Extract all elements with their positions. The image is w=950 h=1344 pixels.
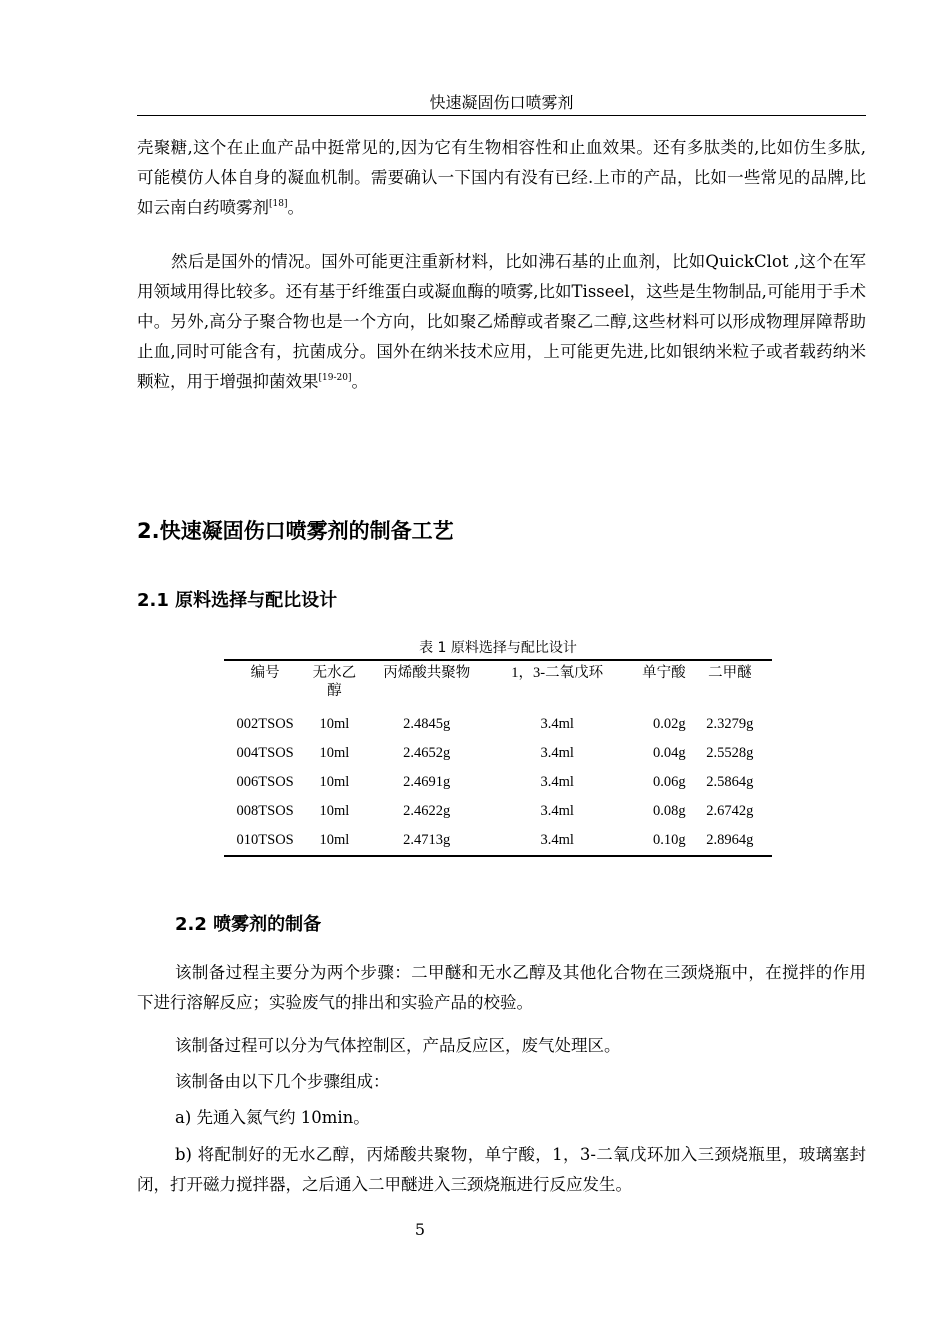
cell-acrylic-copolymer: 2.4691g <box>403 774 451 790</box>
cell-tannic-acid: 0.06g <box>653 774 686 790</box>
cell-dimethyl-ether: 2.3279g <box>706 716 754 732</box>
header-acrylic-copolymer: 丙烯酸共聚物 <box>383 665 471 681</box>
table-row <box>224 739 772 768</box>
cell-dioxolane: 3.4ml <box>540 832 574 848</box>
header-dimethyl-ether: 二甲醚 <box>708 665 752 681</box>
cell-id: 004TSOS <box>236 745 294 761</box>
cell-dimethyl-ether: 2.6742g <box>706 803 754 819</box>
paragraph-domestic-end: 。 <box>287 198 304 217</box>
header-id: 编号 <box>250 665 280 681</box>
cell-dimethyl-ether: 2.8964g <box>706 832 754 848</box>
paragraph-foreign-text: 然后是国外的情况。国外可能更注重新材料，比如沸石基的止血剂，比如QuickClot ,这个在军用领域用得比较多。还有基于纤维蛋白或凝血酶的喷雾,比如Tisseel，这些是生物制品,可能用于手术中。另外,高分子聚合物也是一个方向，比如聚乙烯醇或者聚乙二醇,这些材料可以形成物理屏障帮助止血,同时可能含有，抗菌成分。国外在纳米技术应用，上可能更先进,比如银纳米粒子或者载药纳米颗粒，用于增强抑菌效果 <box>137 252 866 391</box>
cell-dioxolane: 3.4ml <box>540 774 574 790</box>
table-row <box>224 826 772 856</box>
cell-id: 008TSOS <box>236 803 294 819</box>
cell-id: 006TSOS <box>236 774 294 790</box>
cell-acrylic-copolymer: 2.4845g <box>403 716 451 732</box>
cell-dioxolane: 3.4ml <box>540 716 574 732</box>
paragraph-prep-zones: 该制备过程可以分为气体控制区，产品反应区，废气处理区。 <box>175 1036 621 1055</box>
formulation-table <box>224 659 772 857</box>
paragraph-prep-steps-intro: 该制备由以下几个步骤组成： <box>175 1072 390 1091</box>
cell-dimethyl-ether: 2.5528g <box>706 745 754 761</box>
cell-tannic-acid: 0.04g <box>653 745 686 761</box>
table-caption: 表 1 原料选择与配比设计 <box>419 640 577 656</box>
section-2-2-heading: 2.2 喷雾剂的制备 <box>175 914 322 935</box>
section-2-heading: 2.快速凝固伤口喷雾剂的制备工艺 <box>137 519 454 543</box>
cell-id: 002TSOS <box>236 716 294 732</box>
cell-acrylic-copolymer: 2.4652g <box>403 745 451 761</box>
table-row <box>224 797 772 826</box>
cell-tannic-acid: 0.08g <box>653 803 686 819</box>
citation-19-20: [19-20] <box>318 373 352 383</box>
cell-dioxolane: 3.4ml <box>540 803 574 819</box>
paragraph-step-b: b) 将配制好的无水乙醇，丙烯酸共聚物，单宁酸，1，3-二氧戊环加入三颈烧瓶里，玻璃塞封闭，打开磁力搅拌器，之后通入二甲醚进入三颈烧瓶进行反应发生。 <box>137 1145 866 1194</box>
cell-id: 010TSOS <box>236 832 294 848</box>
table-header-row <box>224 660 772 710</box>
paragraph-step-a: a) 先通入氮气约 10min。 <box>175 1108 370 1127</box>
cell-dimethyl-ether: 2.5864g <box>706 774 754 790</box>
cell-ethanol: 10ml <box>319 774 350 790</box>
header-ethanol: 无水乙醇 <box>312 665 357 699</box>
paragraph-foreign-end: 。 <box>351 372 368 391</box>
cell-acrylic-copolymer: 2.4713g <box>403 832 451 848</box>
cell-ethanol: 10ml <box>319 745 350 761</box>
cell-ethanol: 10ml <box>319 832 350 848</box>
paragraph-prep-overview: 该制备过程主要分为两个步骤：二甲醚和无水乙醇及其他化合物在三颈烧瓶中，在搅拌的作用下进行溶解反应；实验废气的排出和实验产品的校验。 <box>137 963 866 1012</box>
citation-18: [18] <box>269 199 288 209</box>
page-number: 5 <box>414 1220 426 1239</box>
header-tannic-acid: 单宁酸 <box>642 665 686 681</box>
cell-tannic-acid: 0.02g <box>653 716 686 732</box>
cell-tannic-acid: 0.10g <box>653 832 686 848</box>
cell-acrylic-copolymer: 2.4622g <box>403 803 451 819</box>
paragraph-foreign <box>137 247 866 397</box>
header-dioxolane: 1，3-二氧戊环 <box>511 665 604 681</box>
cell-ethanol: 10ml <box>319 803 350 819</box>
paragraph-domestic-text: 壳聚糖,这个在止血产品中挺常见的,因为它有生物相容性和止血效果。还有多肽类的,比如仿生多肽,可能模仿人体自身的凝血机制。需要确认一下国内有没有已经.上市的产品，比如一些常见的品牌,比如云南白药喷雾剂 <box>137 138 866 217</box>
cell-dioxolane: 3.4ml <box>540 745 574 761</box>
page-header: 快速凝固伤口喷雾剂 <box>429 93 574 112</box>
cell-ethanol: 10ml <box>319 716 350 732</box>
table-row <box>224 768 772 797</box>
header-rule <box>137 115 866 116</box>
paragraph-domestic <box>137 133 866 223</box>
table-row <box>224 710 772 739</box>
section-2-1-heading: 2.1 原料选择与配比设计 <box>137 590 338 611</box>
